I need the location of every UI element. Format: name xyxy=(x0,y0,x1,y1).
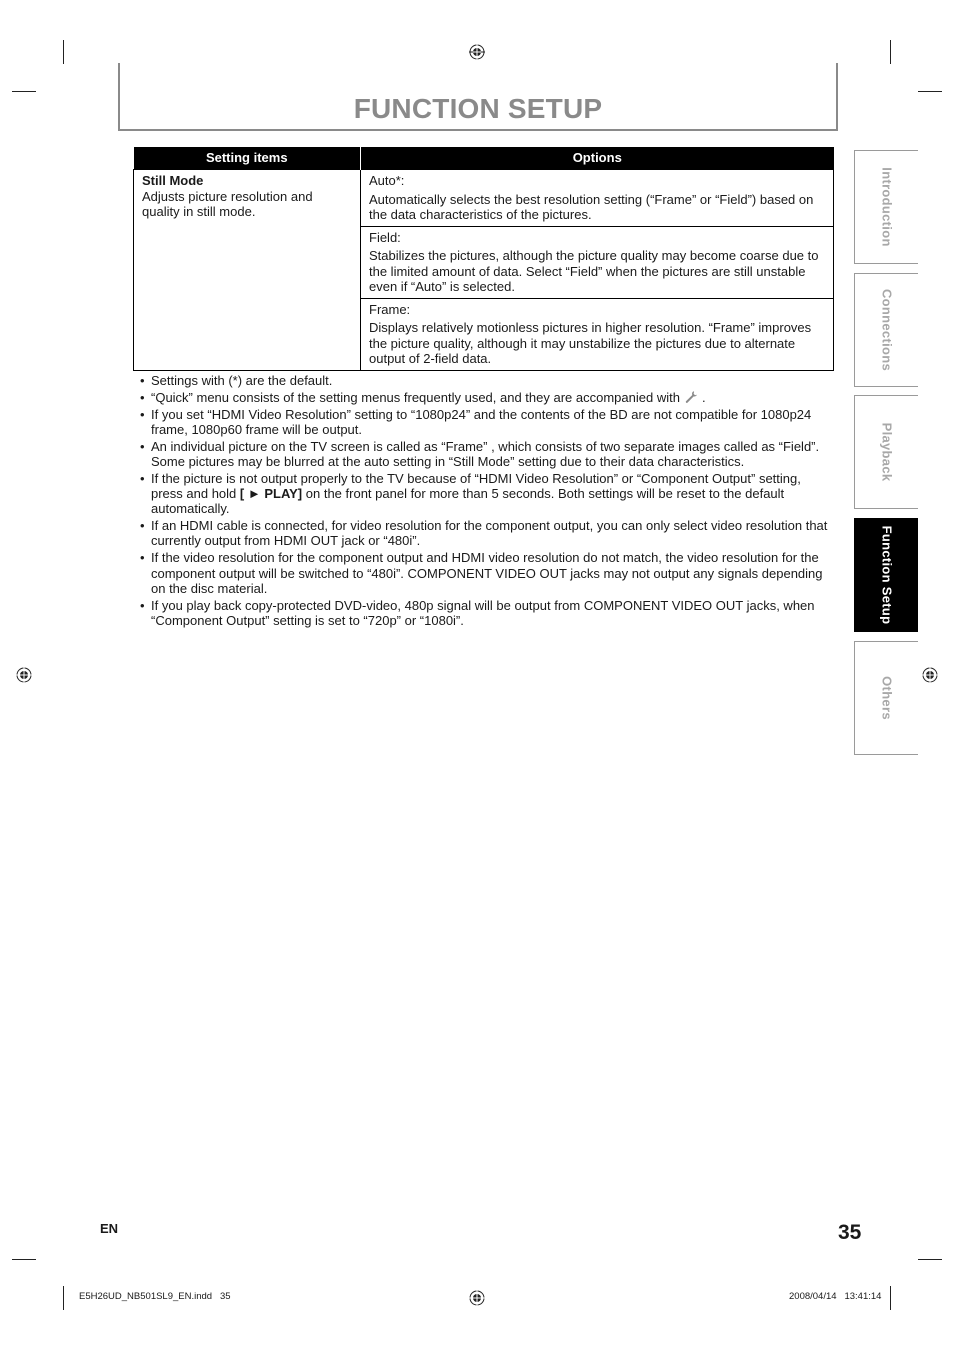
list-item xyxy=(140,518,834,549)
page-number: 35 xyxy=(838,1221,862,1244)
list-item xyxy=(140,471,834,517)
crop-mark xyxy=(918,91,942,92)
bullet: • xyxy=(140,518,145,534)
note-text: on the front panel for more than 5 seconds. Both settings will be reset to the default automatically. xyxy=(151,486,785,517)
side-tab-function-setup[interactable] xyxy=(854,518,918,632)
note-text: If an HDMI cable is connected, for video resolution for the component output, you can only select video resolution that currently output from HDMI OUT jack or “480i”. xyxy=(151,518,828,549)
side-tab-connections[interactable] xyxy=(854,273,918,387)
registration-mark-icon xyxy=(922,667,938,683)
bullet: • xyxy=(140,550,145,566)
bullet: • xyxy=(140,438,145,454)
crop-mark xyxy=(63,1286,64,1310)
note-text: Settings with (*) are the default. xyxy=(151,373,333,388)
play-button-reference: [ ► PLAY] xyxy=(239,486,303,502)
list-item xyxy=(140,390,834,405)
crop-mark xyxy=(12,91,36,92)
registration-mark-icon xyxy=(16,667,32,683)
list-item xyxy=(140,550,834,596)
side-tab-label: Introduction xyxy=(879,167,894,247)
language-label: EN xyxy=(100,1221,119,1236)
crop-mark xyxy=(918,1259,942,1260)
side-tab-others[interactable] xyxy=(854,641,918,755)
side-tab-label: Connections xyxy=(879,288,894,372)
title-frame xyxy=(118,63,838,131)
side-tab-label: Others xyxy=(879,676,894,720)
list-item xyxy=(140,598,834,629)
option-cell-auto xyxy=(361,170,834,227)
note-text: An individual picture on the TV screen is called as “Frame” , which consists of two separate images called as “Field”. Some pictures may be blurred at the auto setting in “Still Mode” setting due to their data characteristics. xyxy=(151,438,820,469)
option-label: Field: xyxy=(369,229,401,245)
setting-item-name: Still Mode xyxy=(142,173,204,188)
bullet: • xyxy=(140,373,145,388)
note-text: If the picture is not output properly to the TV because of “HDMI Video Resolution” or “Component Output” setting, press and hold xyxy=(151,470,801,502)
bullet: • xyxy=(140,597,145,613)
setting-item-cell xyxy=(134,170,361,371)
side-tab-playback[interactable] xyxy=(854,395,918,509)
option-description: Stabilizes the pictures, although the picture quality may become coarse due to the limited amount of data. Select “Field” when the pictures are still unstable even if “Auto” is selected. xyxy=(369,248,819,294)
crop-mark xyxy=(63,40,64,64)
list-item xyxy=(140,373,834,388)
registration-mark-icon xyxy=(469,44,485,60)
option-cell-field xyxy=(361,226,834,298)
table-row xyxy=(134,170,834,227)
list-item xyxy=(140,439,834,470)
notes-list xyxy=(140,373,834,630)
list-item xyxy=(140,407,834,438)
note-text: If the video resolution for the component output and HDMI video resolution do not match, the video resolution for the component output will be switched to “480i”. COMPONENT VIDEO OUT jacks may not output any signals depending on the disc material. xyxy=(151,550,823,596)
settings-table xyxy=(133,147,834,371)
bullet: • xyxy=(140,389,145,405)
column-header-options: Options xyxy=(361,147,834,170)
note-text: If you set “HDMI Video Resolution” setting to “1080p24” and the contents of the BD are not compatible for 1080p24 frame, 1080p60 frame will be output. xyxy=(151,406,812,437)
column-header-setting-items: Setting items xyxy=(134,147,361,170)
option-label: Auto*: xyxy=(369,173,405,188)
page-title: FUNCTION SETUP xyxy=(353,93,603,124)
option-label: Frame: xyxy=(369,301,411,317)
footer-file-info: E5H26UD_NB501SL9_EN.indd 35 xyxy=(79,1291,231,1302)
setting-item-description: Adjusts picture resolution and quality in still mode. xyxy=(142,188,313,219)
option-description: Automatically selects the best resolution setting (“Frame” or “Field”) based on the data characteristics of the pictures. xyxy=(369,191,814,222)
note-text: . xyxy=(701,389,706,405)
bullet: • xyxy=(140,406,145,422)
crop-mark xyxy=(890,40,891,64)
side-tab-label: Function Setup xyxy=(879,525,894,625)
side-tab-label: Playback xyxy=(879,422,894,482)
note-text: “Quick” menu consists of the setting menus frequently used, and they are accompanied with xyxy=(151,389,680,405)
registration-mark-icon xyxy=(469,1290,485,1306)
wrench-icon xyxy=(684,390,698,404)
note-text: If you play back copy-protected DVD-video, 480p signal will be output from COMPONENT VIDEO OUT jacks, when “Component Output” setting is set to “720p” or “1080i”. xyxy=(151,597,815,628)
option-cell-frame xyxy=(361,298,834,370)
crop-mark xyxy=(12,1259,36,1260)
option-description: Displays relatively motionless pictures in higher resolution. “Frame” improves the picture quality, although it may unstabilize the pictures due to alternate output of 2-field data. xyxy=(369,320,812,366)
footer-timestamp: 2008/04/14 13:41:14 xyxy=(789,1291,882,1302)
table-header-row xyxy=(134,147,834,170)
bullet: • xyxy=(140,470,145,486)
side-tab-introduction[interactable] xyxy=(854,150,918,264)
crop-mark xyxy=(890,1286,891,1310)
